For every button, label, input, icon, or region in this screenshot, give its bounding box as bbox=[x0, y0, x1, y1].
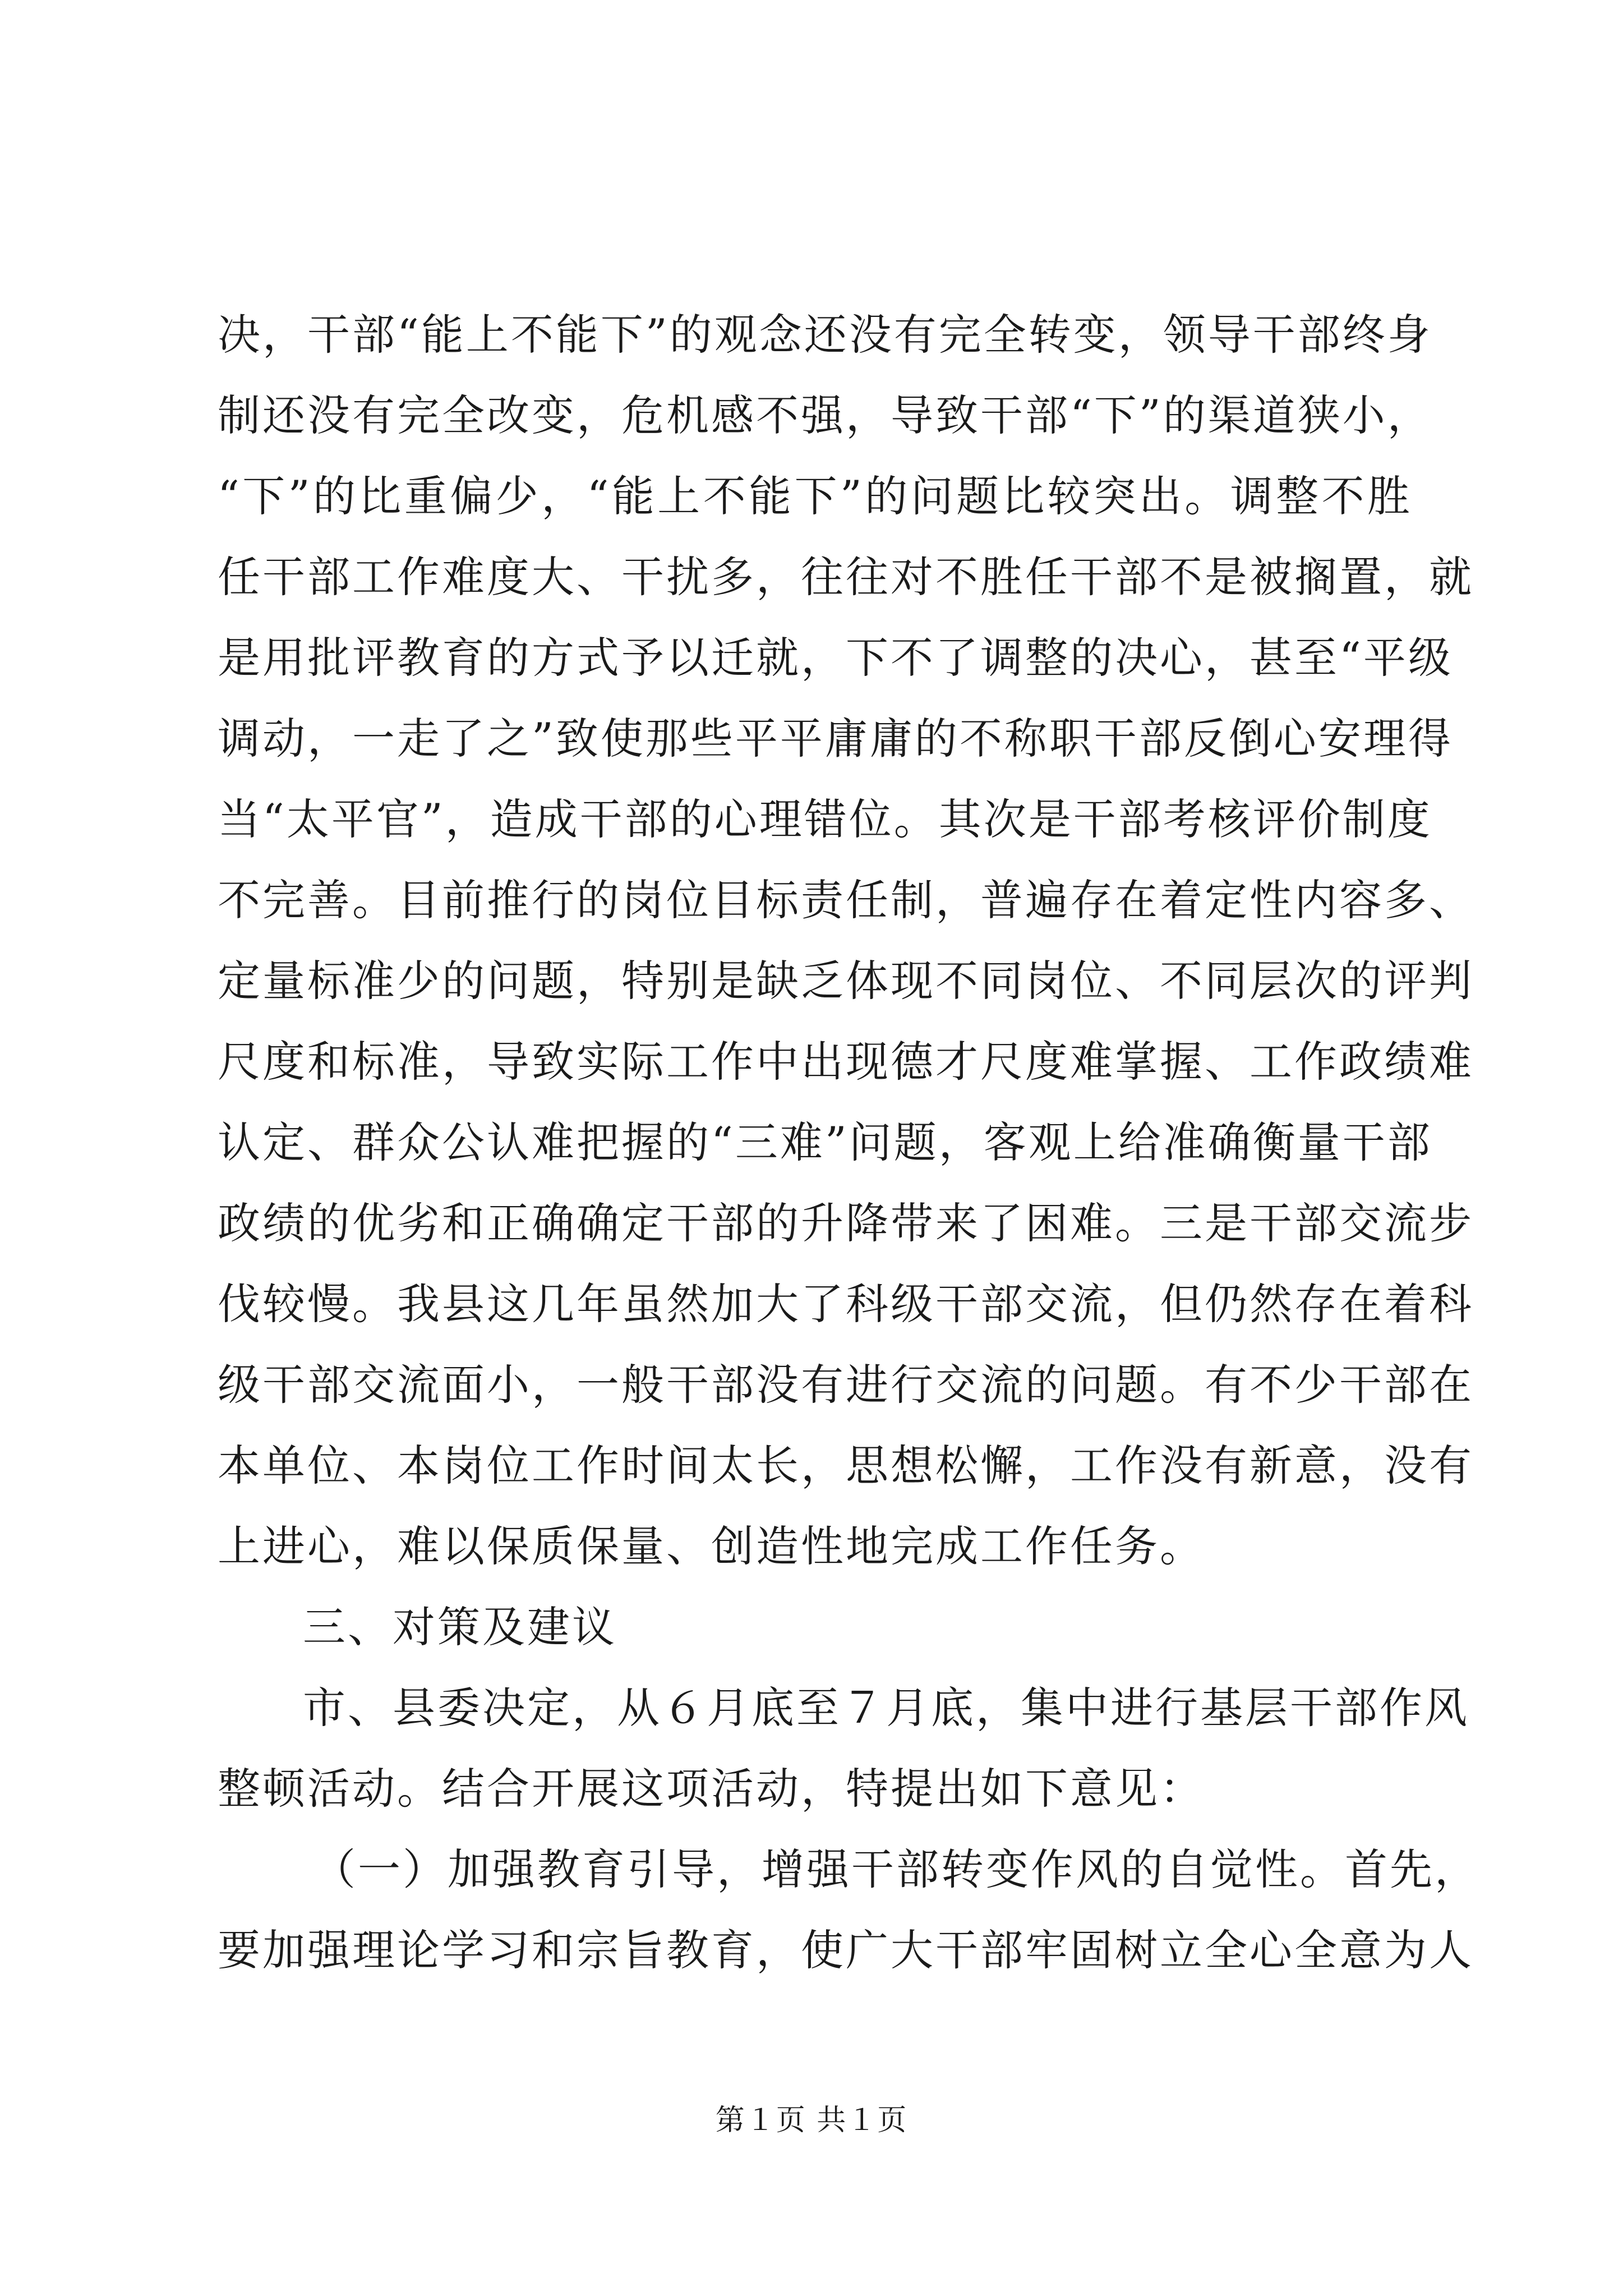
text-line: 任干部工作难度大、干扰多，往往对不胜任干部不是被搁置，就 bbox=[218, 552, 1474, 602]
section-heading: 三、对策及建议 bbox=[303, 1602, 617, 1652]
text-line: 要加强理论学习和宗旨教育，使广大干部牢固树立全心全意为人 bbox=[218, 1925, 1474, 1975]
text-line: 市、县委决定，从６月底至７月底，集中进行基层干部作风 bbox=[303, 1683, 1469, 1733]
text-line: 上进心，难以保质保量、创造性地完成工作任务。 bbox=[218, 1521, 1205, 1571]
text-line: 伐较慢。我县这几年虽然加大了科级干部交流，但仍然存在着科 bbox=[218, 1279, 1474, 1329]
text-line: 调动，一走了之”致使那些平平庸庸的不称职干部反倒心安理得 bbox=[218, 714, 1453, 763]
text-line: 级干部交流面小，一般干部没有进行交流的问题。有不少干部在 bbox=[218, 1360, 1474, 1410]
page-footer: 第１页 共１页 bbox=[715, 2104, 908, 2137]
text-line: 不完善。目前推行的岗位目标责任制，普遍存在着定性内容多、 bbox=[218, 875, 1474, 925]
text-line: 整顿活动。结合开展这项活动，特提出如下意见： bbox=[218, 1764, 1205, 1814]
text-line: “下”的比重偏少，“能上不能下”的问题比较突出。调整不胜 bbox=[218, 471, 1412, 521]
text-line: 当“太平官”，造成干部的心理错位。其次是干部考核评价制度 bbox=[218, 794, 1432, 844]
text-line: 本单位、本岗位工作时间太长，思想松懈，工作没有新意，没有 bbox=[218, 1441, 1474, 1490]
text-line: 政绩的优劣和正确确定干部的升降带来了困难。三是干部交流步 bbox=[218, 1198, 1474, 1248]
text-line: 制还没有完全改变，危机感不强，导致干部“下”的渠道狭小， bbox=[218, 390, 1432, 440]
text-line: 是用批评教育的方式予以迁就，下不了调整的决心，甚至“平级 bbox=[218, 633, 1453, 683]
body-text bbox=[218, 295, 1479, 1991]
text-line: 尺度和标准，导致实际工作中出现德才尺度难掌握、工作政绩难 bbox=[218, 1037, 1474, 1087]
text-line: 定量标准少的问题，特别是缺乏体现不同岗位、不同层次的评判 bbox=[218, 956, 1474, 1006]
text-line: 认定、群众公认难把握的“三难”问题，客观上给准确衡量干部 bbox=[218, 1117, 1432, 1167]
text-line: 决，干部“能上不能下”的观念还没有完全转变，领导干部终身 bbox=[218, 310, 1432, 360]
subsection-heading-line: （一）加强教育引导，增强干部转变作风的自觉性。首先， bbox=[313, 1844, 1479, 1894]
